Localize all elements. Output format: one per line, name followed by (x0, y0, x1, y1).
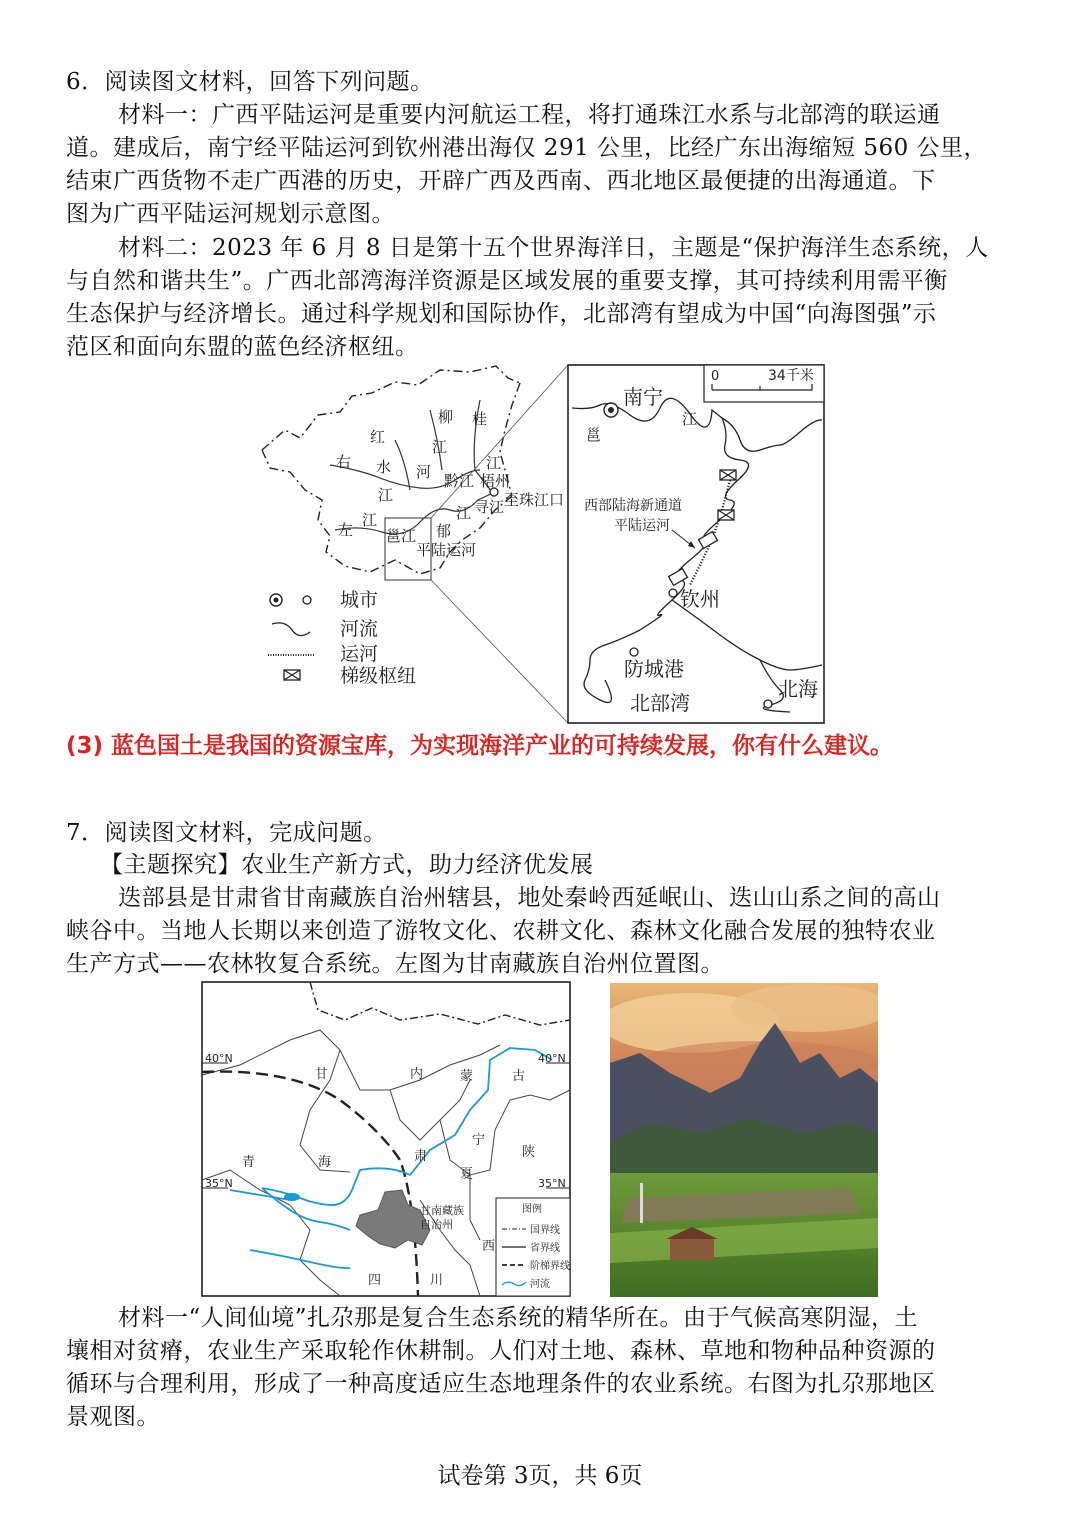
q6-m1-line4: 图为广西平陆运河规划示意图。 (66, 201, 395, 227)
label-jiang: 江 (682, 410, 698, 428)
label-gu: 古 (512, 1069, 526, 1084)
label-channel: 西部陆海新通道 (584, 498, 682, 514)
legend-city: 城市 (340, 589, 379, 611)
map-label-pinglu: 平陆运河 (416, 541, 477, 559)
lat-40-left: 40°N (205, 1052, 233, 1065)
legend-ladder: 阶梯界线 (530, 1261, 570, 1272)
map-label-jiang4: 江 (486, 454, 502, 472)
legend-lock: 梯级枢纽 (340, 665, 417, 687)
map-label-xunjiang: 寻江 (474, 498, 505, 516)
label-fangchenggang: 防城港 (624, 657, 684, 681)
q7-m1-line2: 壤相对贫瘠，农业生产采取轮作休耕制。人们对土地、森林、草地和物种品种资源的 (66, 1338, 936, 1364)
q7-intro-line1: 迭部县是甘肃省甘南藏族自治州辖县，地处秦岭西延岷山、迭山山系之间的高山 (118, 885, 941, 911)
label-gannan-2: 自治州 (420, 1218, 453, 1231)
label-chuan: 川 (430, 1273, 444, 1288)
q6-m1-line2: 道。建成后，南宁经平陆运河到钦州港出海仅 291 公里，比经广东出海缩短 560 公里， (66, 135, 988, 161)
map-label-wuzhou: 梧州 (480, 472, 511, 490)
lock-icon (284, 670, 300, 680)
q7-header: 7．阅读图文材料，完成问题。 (66, 820, 387, 846)
q6-m1-line1: 材料一：广西平陆运河是重要内河航运工程，将打通珠江水系与北部湾的联运通 (118, 102, 941, 128)
label-gan: 甘 (315, 1067, 329, 1082)
lat-40-right: 40°N (538, 1052, 566, 1065)
city-icon (303, 596, 311, 604)
q7-m1-line4: 景观图。 (66, 1404, 160, 1430)
map-label-you: 右 (336, 453, 352, 471)
q7-intro-line3: 生产方式——农林牧复合系统。左图为甘南藏族自治州位置图。 (66, 951, 724, 977)
pinglu-canal-map-figure (250, 360, 830, 726)
q6-m2-line2: 与自然和谐共生”。广西北部湾海洋资源是区域发展的重要支撑，其可持续利用需平衡 (66, 268, 948, 294)
q6-m2-line1: 材料二：2023 年 6 月 8 日是第十五个世界海洋日，主题是“保护海洋生态系统，人 (118, 235, 989, 261)
label-nanning: 南宁 (623, 385, 663, 409)
legend-national: 国界线 (530, 1225, 560, 1236)
map-label-jiang5: 江 (456, 504, 472, 522)
lat-35-right: 35°N (538, 1177, 566, 1190)
map-label-jiang3: 江 (432, 438, 448, 456)
map-label-hong: 红 (370, 428, 386, 446)
label-qing: 青 (242, 1155, 256, 1170)
q6-m2-line4: 范区和面向东盟的蓝色经济枢纽。 (66, 334, 419, 360)
label-qinzhou: 钦州 (680, 587, 720, 611)
q7-m1-line3: 循环与合理利用，形成了一种高度适应生态地理条件的农业系统。右图为扎尕那地区 (66, 1371, 936, 1397)
label-hai: 海 (318, 1155, 332, 1170)
map-label-jiang2: 江 (362, 511, 378, 529)
map-label-yongjiang: 邕江 (386, 527, 417, 545)
label-gannan-1: 甘南藏族 (420, 1204, 464, 1217)
label-shan: 陕 (522, 1145, 536, 1160)
q6-header: 6．阅读图文材料，回答下列问题。 (66, 69, 434, 95)
legend-provincial: 省界线 (530, 1243, 560, 1254)
map-label-gui: 桂 (472, 410, 488, 428)
map-label-qianjiang: 黔江 (444, 472, 475, 490)
lat-35-left: 35°N (205, 1177, 233, 1190)
q7-m1-line1: 材料一“人间仙境”扎尕那是复合生态系统的精华所在。由于气候高寒阴湿，土 (118, 1305, 919, 1331)
map-label-zhujiangkou: 至珠江口 (504, 491, 565, 509)
legend-canal: 运河 (340, 643, 379, 665)
map-label-zuo: 左 (338, 521, 354, 539)
q6-m1-line3: 结束广西货物不走广西港的历史，开辟广西及西南、西北地区最便捷的出海通道。下 (66, 168, 936, 194)
page-footer: 试卷第 3页，共 6页 (437, 1463, 643, 1489)
label-ning: 宁 (472, 1133, 486, 1148)
q7-topic: 【主题探究】农业生产新方式，助力经济优发展 (100, 852, 594, 878)
scale-label: 34千米 (768, 368, 814, 384)
label-si: 四 (368, 1273, 382, 1288)
map-label-jiang1: 江 (378, 486, 394, 504)
label-beihai: 北海 (778, 677, 818, 701)
map-label-he: 河 (416, 463, 432, 481)
scale-zero: 0 (711, 369, 720, 384)
zhagana-landscape-photo (610, 983, 878, 1297)
label-su: 肃 (414, 1149, 428, 1164)
q6-m2-line3: 生态保护与经济增长。通过科学规划和国际协作，北部湾有望成为中国“向海图强”示 (66, 301, 937, 327)
q6-question-3: (3) 蓝色国土是我国的资源宝库，为实现海洋产业的可持续发展，你有什么建议。 (66, 733, 894, 759)
legend-river: 河流 (530, 1279, 550, 1290)
q7-intro-line2: 峡谷中。当地人长期以来创造了游牧文化、农耕文化、森林文化融合发展的独特农业 (66, 918, 936, 944)
legend-title: 图例 (522, 1204, 542, 1215)
label-xi: 西 (482, 1239, 496, 1254)
legend-river: 河流 (340, 618, 379, 640)
lock-icon (718, 510, 734, 520)
label-xia: 夏 (460, 1167, 474, 1182)
label-beibuwan: 北部湾 (630, 691, 690, 715)
map-label-yu: 郁 (436, 522, 452, 540)
label-yong: 邕 (586, 426, 602, 444)
gannan-location-map (200, 980, 572, 1298)
lock-icon (720, 470, 736, 480)
label-meng: 蒙 (460, 1069, 474, 1084)
map-label-liu: 柳 (438, 408, 454, 426)
label-canal: 平陆运河 (614, 518, 670, 534)
label-nei: 内 (410, 1067, 424, 1082)
map-label-shui: 水 (376, 458, 392, 476)
river-icon (272, 623, 310, 636)
